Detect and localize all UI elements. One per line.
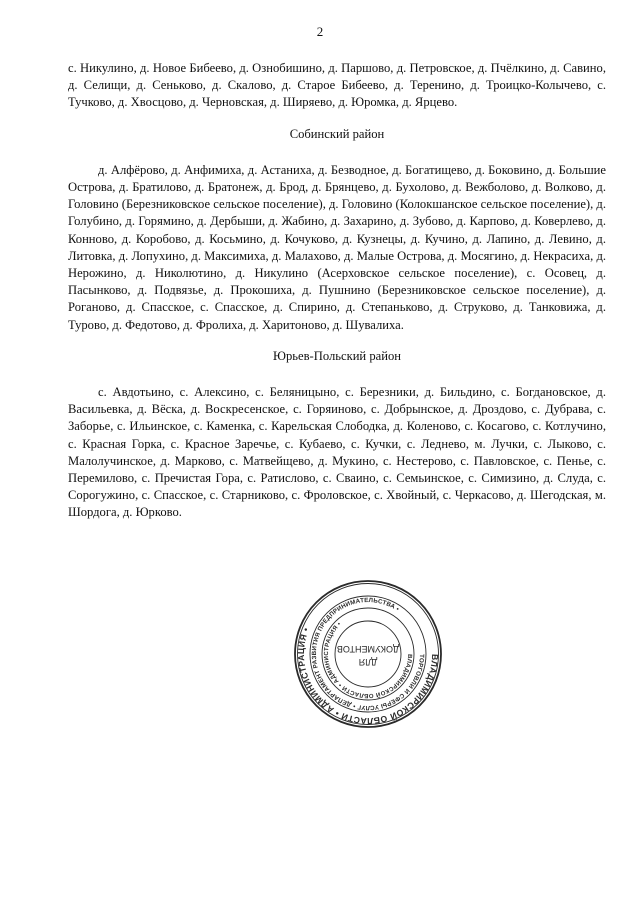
intro-paragraph: с. Никулино, д. Новое Бибеево, д. Ознобишино, д. Паршово, д. Петровское, д. Пчёлкино, д. Савино, д. Селищи, д. Сеньково, д. Скалово, д. Старое Бибеево, д. Теренино, д. Троицко-Колычево, с. Тучково, д. Хвосцово, д. Черновская, д. Ширяево, д. Юромка, д. Ярцево. — [68, 61, 606, 110]
stamp-middle-text: ТОРГОВЛИ И СФЕРЫ УСЛУГ • ДЕПАРТАМЕНТ РАЗВИТИЯ ПРЕДПРИНИМАТЕЛЬСТВА • — [310, 596, 426, 712]
yuryev-district-heading: Юрьев-Польский район — [273, 348, 401, 363]
stamp-inner-text: ВЛАДИМИРСКОЙ ОБЛАСТИ • АДМИНИСТРАЦИЯ • — [323, 621, 413, 699]
sobinsky-district-heading: Собинский район — [289, 126, 385, 141]
stamp-center-line2: ДОКУМЕНТОВ — [336, 644, 400, 654]
stamp-outer-text: ВЛАДИМИРСКОЙ ОБЛАСТИ • АДМИНИСТРАЦИЯ • — [295, 625, 441, 727]
official-stamp — [292, 578, 444, 730]
sobinsky-settlements-paragraph: д. Алфёрово, д. Анфимиха, д. Астаниха, д. Безводное, д. Богатищево, д. Боковино, д. Большие Острова, д. Братилово, д. Братонеж, д. Брод, д. Брянцево, д. Бухолово, д. Вежболово, д. Волково, д. Головино (Березниковское сельское поселение), д. Головино (Колокшанское сельское поселение), д. Голубино, д. Горямино, д. Дербыши, д. Жабино, д. Захарино, д. Зубово, д. Карпово, д. Коверлево, д. Конново, д. Коробово, д. Косьмино, д. Кочуково, д. Кузнецы, д. Кучино, д. Лапино, д. Левино, д. Литовка, д. Лопухино, д. Максимиха, д. Малахово, д. Малые Острова, д. Мосягино, д. Некрасиха, д. Нерожино, д. Николютино, д. Никулино (Асерховское сельское поселение), с. Осовец, д. Пасынково, д. Подвязье, д. Прокошиха, д. Пушнино (Березниковское сельское поселение), д. Роганово, д. Спасское, с. Спасское, д. Спирино, д. Степаньково, д. Струково, д. Танковижа, д. Турово, д. Федотово, д. Фролиха, д. Харитоново, д. Шувалиха. — [68, 162, 606, 332]
page-number: 2 — [316, 24, 324, 39]
document-body — [68, 60, 606, 522]
stamp-center-line1: ДЛЯ — [358, 657, 378, 667]
yuryev-settlements-paragraph: с. Авдотьино, с. Алексино, с. Беляницыно, с. Березники, д. Бильдино, с. Богдановское, д. Васильевка, д. Вёска, д. Воскресенское, с. Горяиново, с. Добрынское, д. Дроздово, с. Дубрава, с. Заборье, с. Ильинское, с. Каменка, с. Карельская Слободка, д. Коленово, с. Косагово, с. Котлучино, с. Красная Горка, с. Красное Заречье, с. Кубаево, с. Кучки, с. Леднево, м. Лучки, с. Лыково, с. Малолучинское, д. Марково, с. Матвейщево, д. Мукино, с. Нестерово, с. Павловское, с. Пенье, с. Перемилово, с. Пречистая Гора, с. Ратислово, с. Сваино, с. Семьинское, с. Симизино, д. Слуда, с. Сорогужино, с. Спасское, с. Старниково, с. Фроловское, с. Хвойный, с. Черкасово, д. Шегодская, м. Шордога, д. Юрково. — [68, 385, 606, 520]
